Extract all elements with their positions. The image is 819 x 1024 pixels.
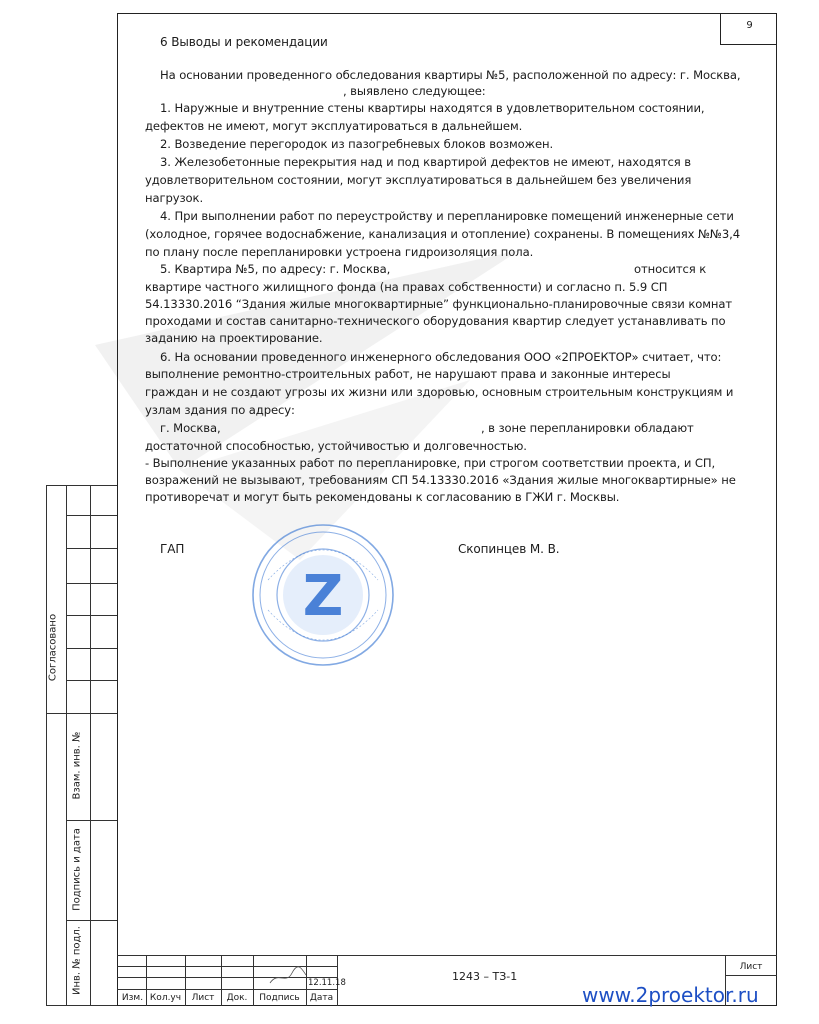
text-line: 54.13330.2016 “Здания жилые многоквартирные” функционально-планировочные связи комнат [145, 297, 732, 311]
header-podpis: Подпись [259, 993, 300, 1003]
text-line: 5. Квартира №5, по адресу: г. Москва, [160, 262, 391, 276]
signature-name: Скопинцев М. В. [458, 542, 560, 556]
side-border-mid2 [90, 485, 91, 1006]
side-row-line [66, 583, 117, 584]
text-line: квартире частного жилищного фонда (на правах собственности) и согласно п. 5.9 СП [145, 280, 668, 294]
text-line: нагрузок. [145, 191, 204, 205]
text-line: проходами и состав санитарно-технического оборудования квартир следует устанавливать по [145, 314, 726, 328]
header-list: Лист [191, 993, 215, 1003]
text-line: заданию на проектирование. [145, 331, 323, 345]
side-row-line [66, 548, 117, 549]
text-line: по плану после перепланировки устроена гидроизоляция пола. [145, 245, 534, 259]
side-row-line [46, 485, 117, 486]
text-line: удовлетворительном состоянии, могут эксплуатироваться в дальнейшем без увеличения [145, 173, 692, 187]
text-line: относится к [634, 262, 707, 276]
text-line: 1. Наружные и внутренние стены квартиры находятся в удовлетворительном состоянии, [160, 101, 705, 115]
side-border-mid1 [66, 485, 67, 1006]
text-line: узлам здания по адресу: [145, 403, 295, 417]
signature-role: ГАП [160, 542, 185, 556]
text-line: , в зоне перепланировки обладают [481, 421, 694, 435]
title-block-row [725, 975, 777, 976]
title-block-row [117, 989, 337, 990]
site-watermark: www.2proektor.ru [582, 983, 759, 1007]
header-izm: Изм. [121, 993, 144, 1003]
text-line: (холодное, горячее водоснабжение, канализация и отопление) сохранены. В помещениях №№3,4 [145, 227, 741, 241]
text-line: 6. На основании проведенного инженерного обследования ООО «2ПРОЕКТОР» считает, что: [160, 350, 722, 364]
side-row-line [66, 648, 117, 649]
text-line: выполнение ремонтно-строительных работ, не нарушают права и законные интересы [145, 367, 671, 381]
side-row-line [66, 820, 117, 821]
text-line: противоречат и могут быть рекомендованы к согласованию в ГЖИ г. Москвы. [145, 490, 620, 504]
text-line: дефектов не имеют, могут эксплуатироваться в дальнейшем. [145, 119, 523, 133]
company-stamp [248, 520, 398, 670]
text-line: 2. Возведение перегородок из пазогребневых блоков возможен. [160, 137, 554, 151]
signature-scribble [268, 965, 308, 987]
side-label-replace-inv: Взам. инв. № [71, 731, 83, 800]
text-line: возражений не вызывают, требованиям СП 54.13330.2016 «Здания жилые многоквартирные» не [145, 473, 736, 487]
text-line: г. Москва, [160, 421, 221, 435]
title-block-date: 12.11.18 [308, 978, 346, 988]
side-label-agreed: Согласовано [47, 613, 59, 682]
text-line: 4. При выполнении работ по переустройству и перепланировке помещений инженерные сети [160, 209, 734, 223]
text-line: граждан и не создают угрозы их жизни или здоровью, основным строительным конструкциям и [145, 385, 734, 399]
side-row-line [66, 515, 117, 516]
title-block-top [117, 955, 777, 956]
text-line: достаточной способностью, устойчивостью и долговечностью. [145, 439, 527, 453]
text-line: 3. Железобетонные перекрытия над и под квартирой дефектов не имеют, находятся в [160, 155, 691, 169]
document-code: 1243 – ТЗ-1 [452, 970, 518, 983]
header-data: Дата [309, 993, 334, 1003]
page-number-box [720, 13, 777, 45]
side-row-line [66, 615, 117, 616]
page-number: 9 [746, 20, 753, 31]
side-label-inv-orig: Инв. № подл. [71, 926, 83, 995]
text-line: - Выполнение указанных работ по перепланировке, при строгом соответствии проекта, и СП, [145, 456, 716, 470]
header-dok: Док. [226, 993, 248, 1003]
text-line: На основании проведенного обследования квартиры №5, расположенной по адресу: г. Москва, [160, 68, 741, 82]
stamp-letter: Z [302, 564, 344, 629]
sheet-label: Лист [739, 962, 763, 972]
section-title: 6 Выводы и рекомендации [160, 35, 328, 49]
side-label-sign-date: Подпись и дата [71, 828, 83, 911]
side-border-outer [46, 485, 47, 1006]
side-row-line [66, 680, 117, 681]
side-row-line [46, 713, 117, 714]
header-kol-uch: Кол.уч [149, 993, 182, 1003]
text-line: , выявлено следующее: [343, 84, 486, 98]
